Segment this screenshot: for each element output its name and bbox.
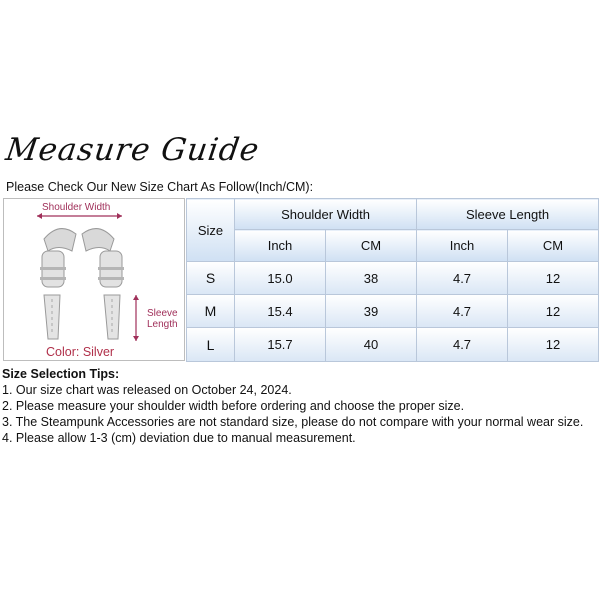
- sleeve-label-line2: Length: [147, 319, 178, 330]
- table-row: [187, 295, 599, 328]
- size-cell: L: [187, 328, 235, 362]
- table-cell: 12: [508, 328, 599, 362]
- size-cell: S: [187, 262, 235, 295]
- color-label: Color: Silver: [46, 345, 115, 359]
- table-row: [187, 328, 599, 362]
- sleeve-label-line1: Sleeve: [147, 308, 178, 319]
- table-cell: 39: [326, 295, 417, 328]
- tip-item: 4. Please allow 1-3 (cm) deviation due to manual measurement.: [2, 431, 356, 445]
- unit-cm-header: CM: [508, 230, 599, 262]
- size-header: Size: [187, 199, 235, 262]
- tip-item: 2. Please measure your shoulder width before ordering and choose the proper size.: [2, 399, 465, 413]
- table-cell: 40: [326, 328, 417, 362]
- table-cell: 4.7: [417, 262, 508, 295]
- table-cell: 15.7: [235, 328, 326, 362]
- table-cell: 4.7: [417, 328, 508, 362]
- unit-inch-header: Inch: [417, 230, 508, 262]
- sleeve-length-header: Sleeve Length: [417, 199, 599, 230]
- size-chart-subtitle: Please Check Our New Size Chart As Follow(Inch/CM):: [6, 180, 314, 194]
- size-cell: M: [187, 295, 235, 328]
- table-cell: 15.0: [235, 262, 326, 295]
- table-row: [187, 262, 599, 295]
- unit-inch-header: Inch: [235, 230, 326, 262]
- table-cell: 12: [508, 295, 599, 328]
- size-tips: [2, 366, 596, 446]
- unit-cm-header: CM: [326, 230, 417, 262]
- table-cell: 38: [326, 262, 417, 295]
- shoulder-width-header: Shoulder Width: [235, 199, 417, 230]
- armor-illustration: [4, 199, 185, 361]
- tip-item: 1. Our size chart was released on October 24, 2024.: [2, 383, 292, 397]
- shoulder-width-label: Shoulder Width: [42, 202, 111, 213]
- product-image: [3, 198, 185, 361]
- tip-item: 3. The Steampunk Accessories are not standard size, please do not compare with your normal wear size.: [2, 415, 584, 429]
- page-title: Measure Guide: [3, 132, 262, 168]
- table-cell: 15.4: [235, 295, 326, 328]
- table-cell: 4.7: [417, 295, 508, 328]
- table-cell: 12: [508, 262, 599, 295]
- tips-heading: Size Selection Tips:: [2, 367, 120, 381]
- size-chart-table: [186, 198, 599, 362]
- sleeve-length-label: [147, 308, 178, 330]
